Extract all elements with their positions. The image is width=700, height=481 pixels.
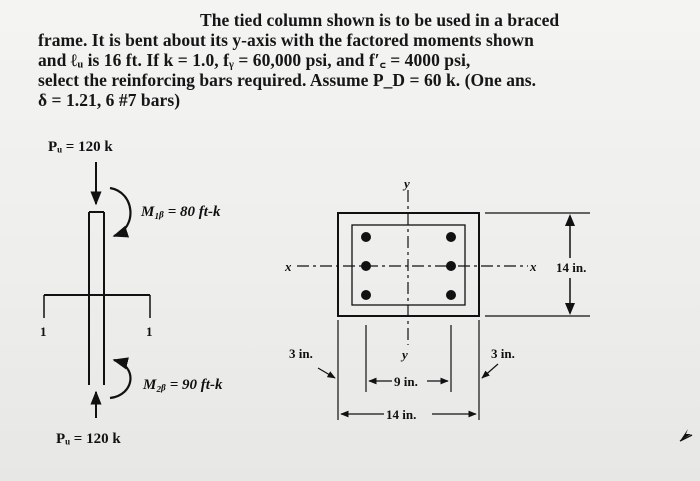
axial-load-bottom-label: Pᵤ = 120 k (56, 431, 121, 447)
bar-spacing-label: 9 in. (394, 374, 418, 389)
axial-load-top-label: Pᵤ = 120 k (48, 139, 113, 155)
rebar-top-left (361, 232, 371, 242)
section-cut-right-label: 1 (146, 324, 153, 339)
mouse-cursor-icon (679, 428, 693, 442)
cover-left-label: 3 in. (289, 346, 313, 361)
problem-line-1: The tied column shown is to be used in a braced (200, 10, 560, 30)
rebar-mid-right (446, 261, 456, 271)
x-axis-right-label: x (530, 259, 537, 274)
cover-left-leader (318, 368, 335, 378)
height-dim-bottom-arrow (565, 303, 575, 315)
height-dim-top-arrow (565, 214, 575, 226)
moment-m1b-label: M₁ᵦ = 80 ft-k (141, 204, 221, 220)
width-dim-label: 14 in. (386, 407, 417, 422)
cover-right-leader (482, 364, 498, 378)
y-axis-bottom-label: y (402, 347, 408, 362)
problem-line-4: select the reinforcing bars required. Assume P_D = 60 k. (One ans. (38, 70, 537, 90)
moment-arrow-top (110, 188, 130, 236)
column-elevation (40, 139, 223, 447)
y-axis-top-label: y (404, 176, 410, 191)
height-dim-label: 14 in. (556, 260, 587, 275)
problem-line-3: and ℓᵤ is 16 ft. If k = 1.0, fᵧ = 60,000 psi, and f′꜀ = 4000 psi, (38, 50, 471, 70)
column-cross-section (284, 176, 590, 422)
rebar-bottom-left (361, 290, 371, 300)
rebar-top-right (446, 232, 456, 242)
rebar-bottom-right (446, 290, 456, 300)
moment-m2b-label: M₂ᵦ = 90 ft-k (143, 377, 223, 393)
problem-line-2: frame. It is bent about its y-axis with the factored moments shown (38, 30, 534, 50)
x-axis-left-label: x (285, 259, 292, 274)
cover-right-label: 3 in. (491, 346, 515, 361)
rebar-mid-left (361, 261, 371, 271)
problem-line-5: δ = 1.21, 6 #7 bars) (38, 90, 181, 110)
moment-arrow-bottom (110, 360, 130, 398)
section-cut-left-label: 1 (40, 324, 47, 339)
